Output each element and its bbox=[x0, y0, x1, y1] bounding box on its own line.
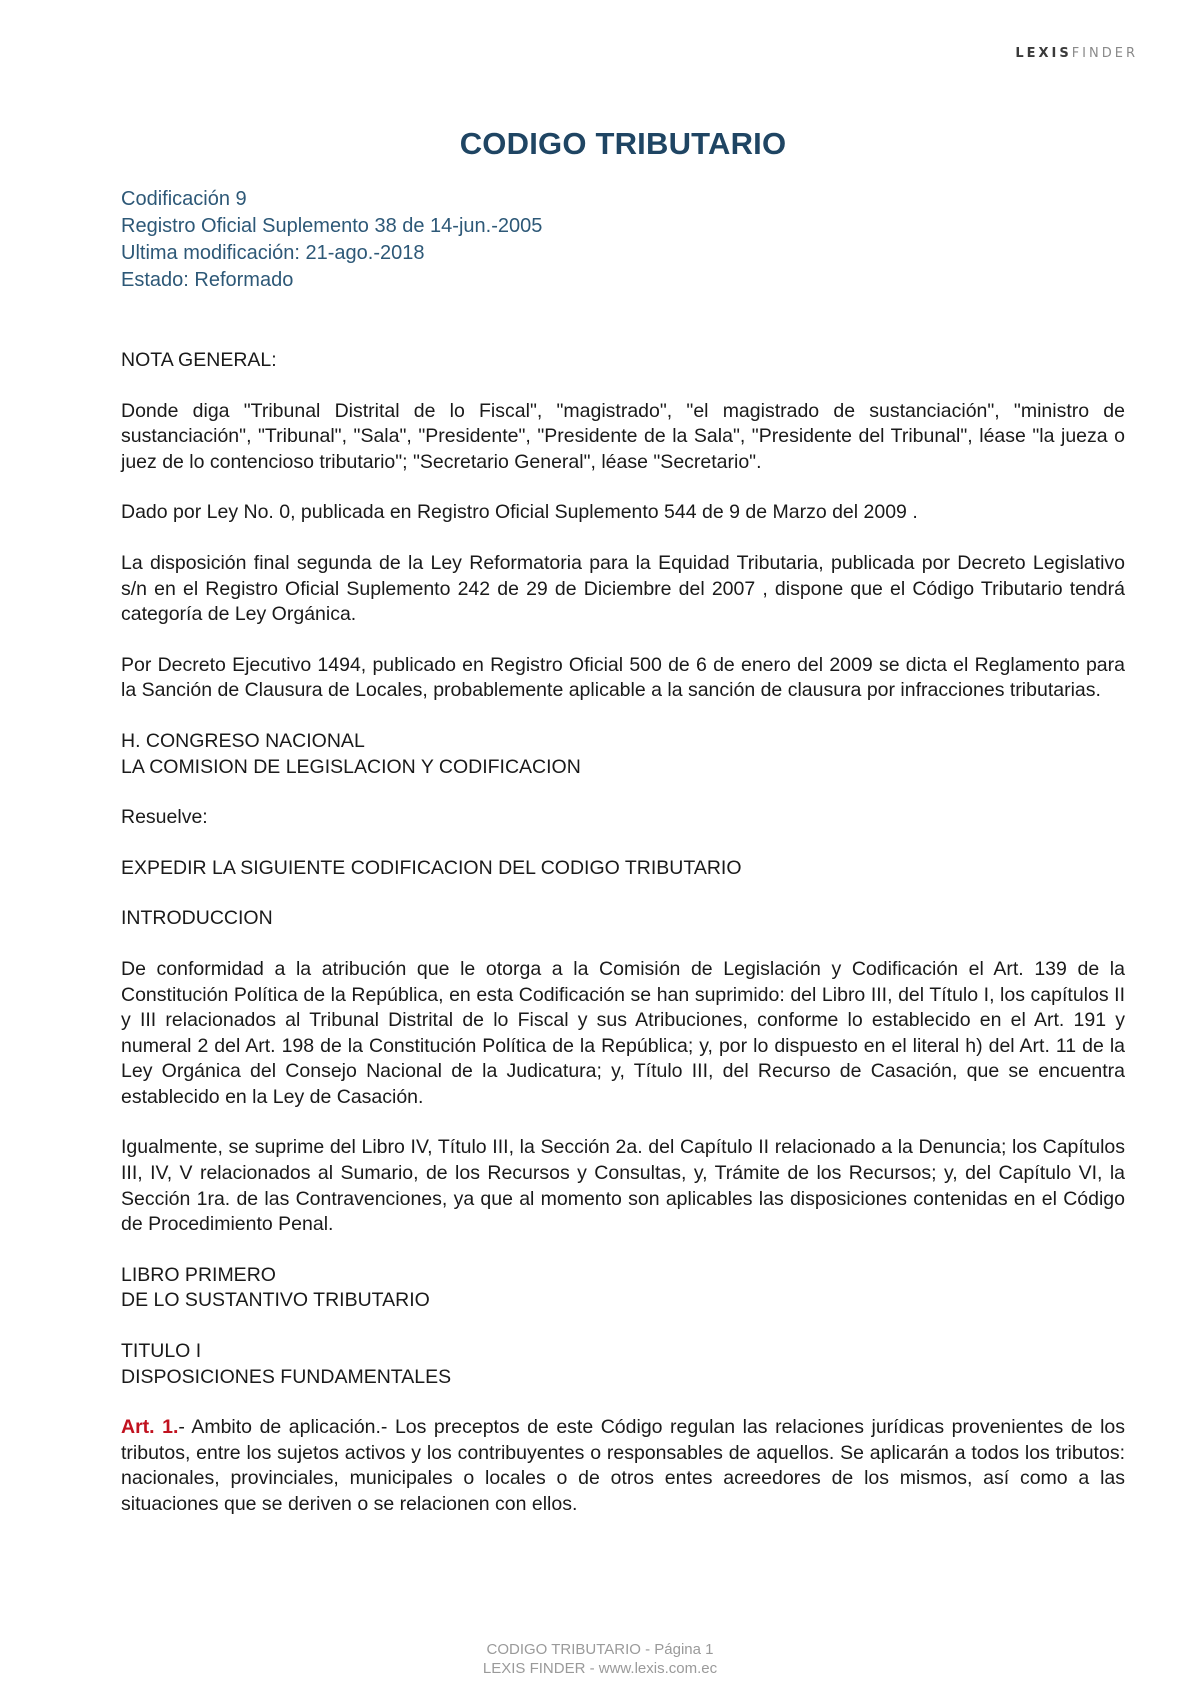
congreso-line-2: LA COMISION DE LEGISLACION Y CODIFICACION bbox=[121, 755, 581, 778]
congreso-heading bbox=[121, 729, 1125, 780]
paragraph-nota-donde-diga: Donde diga "Tribunal Distrital de lo Fiscal", "magistrado", "el magistrado de sustanciación", "ministro de sustanciación", "Tribunal", "Sala", "Presidente", "Presidente de la Sala", "Presidente del Tribunal", léase "la jueza o juez de lo contencioso tributario"; "Secretario General", léase "Secretario". bbox=[121, 399, 1125, 473]
paragraph-decreto-ejecutivo: Por Decreto Ejecutivo 1494, publicado en Registro Oficial 500 de 6 de enero del 2009 se dicta el Reglamento para la Sanción de Clausura de Locales, probablemente aplicable a la sanción de clausura por infracciones tributarias. bbox=[121, 653, 1125, 702]
libro-line-1: LIBRO PRIMERO bbox=[121, 1263, 276, 1286]
congreso-line-1: H. CONGRESO NACIONAL bbox=[121, 729, 365, 752]
document-title: CODIGO TRIBUTARIO bbox=[459, 126, 787, 161]
article-1-text: - Ambito de aplicación.- Los preceptos de este Código regulan las relaciones jurídicas provenientes de los tributos, entre los sujetos activos y los contribuyentes o responsables de aquellos. Se aplicarán a todos los tributos: nacionales, provinciales, municipales o locales o de otros entes acreedores de los mismos, así como a las situaciones que se deriven o se relacionen con ellos. bbox=[121, 1416, 1125, 1515]
footer-website: LEXIS FINDER - www.lexis.com.ec bbox=[482, 1660, 718, 1677]
libro-line-2: DE LO SUSTANTIVO TRIBUTARIO bbox=[121, 1289, 430, 1312]
article-1 bbox=[121, 1415, 1125, 1517]
document-body bbox=[121, 126, 1125, 1543]
document-metadata bbox=[121, 186, 1125, 294]
page-footer bbox=[0, 1640, 1200, 1678]
footer-page-number: CODIGO TRIBUTARIO - Página 1 bbox=[486, 1641, 714, 1658]
meta-estado: Estado: Reformado bbox=[121, 269, 294, 291]
logo-lexis: LEXIS bbox=[1015, 46, 1072, 61]
logo-finder: FINDER bbox=[1071, 46, 1138, 61]
meta-registro-oficial: Registro Oficial Suplemento 38 de 14-jun.-2005 bbox=[121, 215, 543, 237]
paragraph-dado-por-ley: Dado por Ley No. 0, publicada en Registro Oficial Suplemento 544 de 9 de Marzo del 2009 . bbox=[121, 501, 918, 524]
titulo-line-1: TITULO I bbox=[121, 1340, 202, 1363]
paragraph-igualmente: Igualmente, se suprime del Libro IV, Título III, la Sección 2a. del Capítulo II relacionado a la Denuncia; los Capítulos III, IV, V relacionados al Sumario, de los Recursos y Consultas, y, Trámite de los Recursos; y, del Capítulo VI, la Sección 1ra. de las Contravenciones, ya que al momento son aplicables las disposiciones contenidas en el Código de Procedimiento Penal. bbox=[121, 1136, 1125, 1236]
introduccion-heading: INTRODUCCION bbox=[121, 907, 273, 930]
nota-general-heading: NOTA GENERAL: bbox=[121, 349, 277, 371]
paragraph-disposicion-final: La disposición final segunda de la Ley Reformatoria para la Equidad Tributaria, publicada por Decreto Legislativo s/n en el Registro Oficial Suplemento 242 de 29 de Diciembre del 2007 , dispone que el Código Tributario tendrá categoría de Ley Orgánica. bbox=[121, 551, 1125, 626]
expedir-heading: EXPEDIR LA SIGUIENTE CODIFICACION DEL CODIGO TRIBUTARIO bbox=[121, 856, 742, 879]
meta-codificacion: Codificación 9 bbox=[121, 188, 247, 210]
resuelve-heading: Resuelve: bbox=[121, 806, 208, 829]
titulo-heading bbox=[121, 1339, 1125, 1390]
libro-heading bbox=[121, 1263, 1125, 1314]
paragraph-introduccion: De conformidad a la atribución que le otorga a la Comisión de Legislación y Codificación el Art. 139 de la Constitución Política de la República, en esta Codificación se han suprimido: del Libro III, del Título I, los capítulos II y III relacionados al Tribunal Distrital de lo Fiscal y sus Atribuciones, conforme lo establecido en el Art. 191 y numeral 2 del Art. 198 de la Constitución Política de la República; y, por lo dispuesto en el literal h) del Art. 11 de la Ley Orgánica del Consejo Nacional de la Judicatura; y, Título III, del Recurso de Casación, que se encuentra establecido en la Ley de Casación. bbox=[121, 957, 1125, 1108]
meta-ultima-modificacion: Ultima modificación: 21-ago.-2018 bbox=[121, 242, 425, 264]
article-1-label: Art. 1. bbox=[121, 1416, 179, 1439]
titulo-line-2: DISPOSICIONES FUNDAMENTALES bbox=[121, 1365, 452, 1388]
lexisfinder-logo bbox=[1015, 46, 1138, 61]
